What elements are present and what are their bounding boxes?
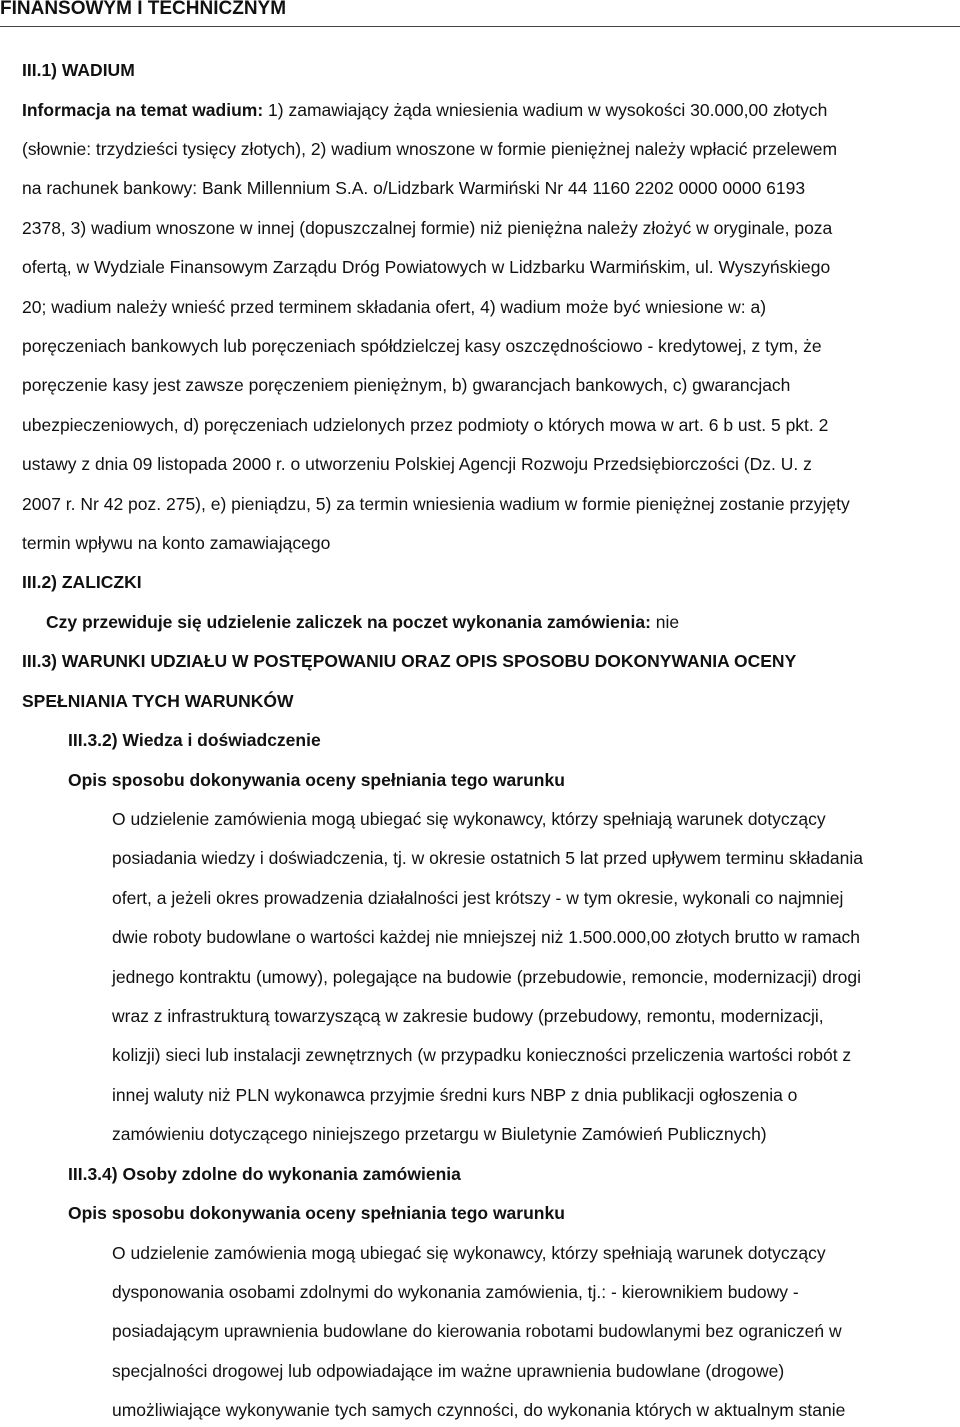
wadium-line-10: ustawy z dnia 09 listopada 2000 r. o utworzeniu Polskiej Agencji Rozwoju Przedsiębiorczości (Dz. U. z — [22, 454, 812, 474]
wiedza-line-9: zamówieniu dotyczącego niniejszego przetargu w Biuletynie Zamówień Publicznych) — [112, 1124, 767, 1144]
osoby-line-3: posiadającym uprawnienia budowlane do kierowania robotami budowlanymi bez ograniczeń w — [112, 1321, 842, 1341]
zaliczki-question: Czy przewiduje się udzielenie zaliczek na poczet wykonania zamówienia: — [46, 612, 651, 632]
wadium-line-1 — [22, 100, 827, 120]
wadium-label: Informacja na temat wadium: — [22, 100, 264, 120]
wadium-line-5: ofertą, w Wydziale Finansowym Zarządu Dróg Powiatowych w Lidzbarku Warmińskim, ul. Wyszyńskiego — [22, 257, 831, 277]
wadium-line-3: na rachunek bankowy: Bank Millennium S.A. o/Lidzbark Warmiński Nr 44 1160 2202 0000 0000 6193 — [22, 178, 806, 198]
osoby-line-4: specjalności drogowej lub odpowiadające im ważne uprawnienia budowlane (drogowe) — [112, 1361, 785, 1381]
wadium-line-11: 2007 r. Nr 42 poz. 275), e) pieniądzu, 5) za termin wniesienia wadium w formie pieniężnej zostanie przyjęty — [22, 494, 850, 514]
wiedza-line-8: innej waluty niż PLN wykonawca przyjmie średni kurs NBP z dnia publikacji ogłoszenia o — [112, 1085, 798, 1105]
warunki-heading-line-1: III.3) WARUNKI UDZIAŁU W POSTĘPOWANIU ORAZ OPIS SPOSOBU DOKONYWANIA OCENY — [22, 651, 797, 671]
osoby-subheading: Opis sposobu dokonywania oceny spełniania tego warunku — [68, 1203, 565, 1223]
zaliczki-answer: nie — [650, 612, 680, 632]
wiedza-line-1: O udzielenie zamówienia mogą ubiegać się wykonawcy, którzy spełniają warunek dotyczący — [112, 809, 826, 829]
warunki-heading-line-2: SPEŁNIANIA TYCH WARUNKÓW — [22, 691, 294, 711]
section-heading-continued: FINANSOWYM I TECHNICZNYM — [0, 0, 287, 19]
osoby-line-1: O udzielenie zamówienia mogą ubiegać się wykonawcy, którzy spełniają warunek dotyczący — [112, 1243, 826, 1263]
wadium-line-9: ubezpieczeniowych, d) poręczeniach udzielonych przez podmioty o których mowa w art. 6 b ust. 5 pkt. 2 — [22, 415, 829, 435]
wiedza-line-5: jednego kontraktu (umowy), polegające na budowie (przebudowie, remoncie, modernizacji) drogi — [112, 967, 862, 987]
zaliczki-question-line — [46, 612, 679, 632]
zaliczki-heading: III.2) ZALICZKI — [22, 572, 142, 592]
osoby-heading: III.3.4) Osoby zdolne do wykonania zamówienia — [68, 1164, 461, 1184]
osoby-line-5: umożliwiające wykonywanie tych samych czynności, do wykonania których w aktualnym stanie — [112, 1400, 846, 1420]
wadium-line-2: (słownie: trzydzieści tysięcy złotych), 2) wadium wnoszone w formie pieniężnej należy wpłacić przelewem — [22, 139, 838, 159]
wiedza-line-2: posiadania wiedzy i doświadczenia, tj. w okresie ostatnich 5 lat przed upływem terminu składania — [112, 848, 863, 868]
wiedza-subheading: Opis sposobu dokonywania oceny spełniania tego warunku — [68, 770, 565, 790]
wadium-line-1-text: 1) zamawiający żąda wniesienia wadium w wysokości 30.000,00 złotych — [263, 100, 828, 120]
wadium-line-6: 20; wadium należy wnieść przed terminem składania ofert, 4) wadium może być wniesione w: a) — [22, 297, 767, 317]
heading-underline — [0, 26, 960, 27]
wiedza-heading: III.3.2) Wiedza i doświadczenie — [68, 730, 321, 750]
wadium-line-7: poręczeniach bankowych lub poręczeniach spółdzielczej kasy oszczędnościowo - kredytowej, z tym, że — [22, 336, 822, 356]
wiedza-line-6: wraz z infrastrukturą towarzyszącą w zakresie budowy (przebudowy, remontu, modernizacji, — [112, 1006, 824, 1026]
osoby-line-2: dysponowania osobami zdolnymi do wykonania zamówienia, tj.: - kierownikiem budowy - — [112, 1282, 799, 1302]
wiedza-line-3: ofert, a jeżeli okres prowadzenia działalności jest krótszy - w tym okresie, wykonali co najmniej — [112, 888, 844, 908]
wiedza-line-7: kolizji) sieci lub instalacji zewnętrznych (w przypadku konieczności przeliczenia wartości robót z — [112, 1045, 852, 1065]
wadium-line-8: poręczenie kasy jest zawsze poręczeniem pieniężnym, b) gwarancjach bankowych, c) gwarancjach — [22, 375, 791, 395]
wadium-heading: III.1) WADIUM — [22, 60, 135, 80]
wadium-line-12: termin wpływu na konto zamawiającego — [22, 533, 331, 553]
wiedza-line-4: dwie roboty budowlane o wartości każdej nie mniejszej niż 1.500.000,00 złotych brutto w ramach — [112, 927, 861, 947]
wadium-line-4: 2378, 3) wadium wnoszone w innej (dopuszczalnej formie) niż pieniężna należy złożyć w oryginale, poza — [22, 218, 833, 238]
